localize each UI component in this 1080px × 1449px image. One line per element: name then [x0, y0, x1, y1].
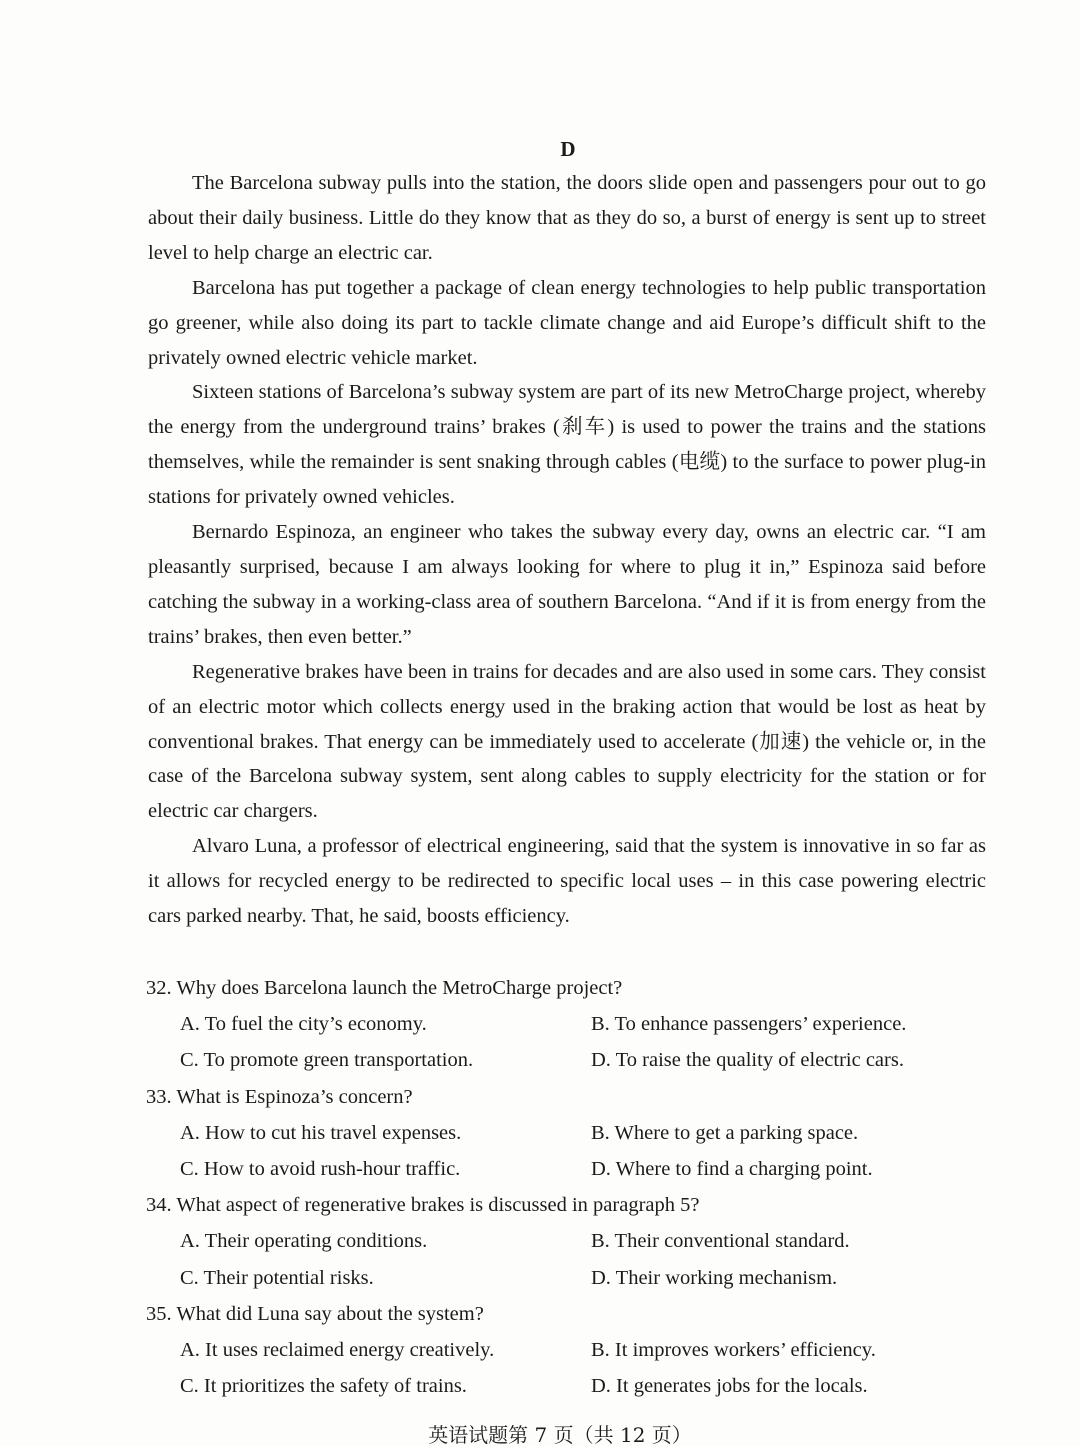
option-b: B. Their conventional standard.	[591, 1230, 850, 1253]
option-row	[146, 1332, 1006, 1368]
question-33	[146, 1079, 1006, 1188]
passage-paragraph-6: Alvaro Luna, a professor of electrical engineering, said that the system is innovative in so far as it allows for recycled energy to be redirected to specific local uses – in this case powering electric cars parked nearby. That, he said, boosts efficiency.	[148, 835, 986, 928]
option-a: A. To fuel the city’s economy.	[180, 1013, 427, 1036]
section-title: D	[560, 137, 576, 161]
option-d: D. It generates jobs for the locals.	[591, 1375, 868, 1398]
question-stem: 34. What aspect of regenerative brakes is discussed in paragraph 5?	[146, 1194, 700, 1217]
question-stem: 35. What did Luna say about the system?	[146, 1302, 484, 1325]
option-row	[146, 1151, 1006, 1187]
option-row	[146, 1368, 1006, 1404]
question-stem: 33. What is Espinoza’s concern?	[146, 1085, 413, 1108]
option-b: B. To enhance passengers’ experience.	[591, 1013, 907, 1036]
option-d: D. Where to find a charging point.	[591, 1157, 873, 1180]
option-c: C. To promote green transportation.	[180, 1049, 474, 1072]
option-c: C. It prioritizes the safety of trains.	[180, 1375, 467, 1398]
question-35	[146, 1296, 1006, 1405]
option-d: D. Their working mechanism.	[591, 1266, 838, 1289]
option-c: C. Their potential risks.	[180, 1266, 374, 1289]
question-stem: 32. Why does Barcelona launch the MetroCharge project?	[146, 977, 623, 999]
passage-paragraph-4: Bernardo Espinoza, an engineer who takes the subway every day, owns an electric car. “I am pleasantly surprised, because I am always looking for where to plug it in,” Espinoza said before catching the subway in a working-class area of southern Barcelona. “And if it is from energy from the trains’ brakes, then even better.”	[148, 521, 986, 648]
option-row	[146, 1223, 1006, 1259]
question-32	[146, 970, 1006, 1079]
passage-paragraph-3: Sixteen stations of Barcelona’s subway system are part of its new MetroCharge project, whereby the energy from the underground trains’ brakes (刹车) is used to power the trains and the stations themselves, while the remainder is sent snaking through cables (电缆) to the surface to power plug-in stations for privately owned vehicles.	[148, 381, 986, 509]
option-c: C. How to avoid rush-hour traffic.	[180, 1157, 461, 1180]
option-b: B. It improves workers’ efficiency.	[591, 1338, 876, 1361]
question-list	[146, 970, 1006, 1404]
option-a: A. It uses reclaimed energy creatively.	[180, 1338, 495, 1361]
reading-passage	[148, 166, 986, 934]
option-row	[146, 1115, 1006, 1151]
passage-paragraph-2: Barcelona has put together a package of clean energy technologies to help public transportation go greener, while also doing its part to tackle climate change and aid Europe’s difficult shift to the privately owned electric vehicle market.	[148, 276, 986, 369]
option-a: A. How to cut his travel expenses.	[180, 1121, 462, 1144]
question-34	[146, 1187, 1006, 1296]
option-d: D. To raise the quality of electric cars.	[591, 1049, 904, 1072]
page-footer: 英语试题第 7 页（共 12 页）	[428, 1423, 692, 1447]
option-row	[146, 1260, 1006, 1296]
option-a: A. Their operating conditions.	[180, 1230, 428, 1253]
option-row	[146, 1042, 1006, 1078]
option-row	[146, 1006, 1006, 1042]
passage-paragraph-1: The Barcelona subway pulls into the station, the doors slide open and passengers pour out to go about their daily business. Little do they know that as they do so, a burst of energy is sent up to street level to help charge an electric car.	[148, 172, 986, 264]
option-b: B. Where to get a parking space.	[591, 1121, 859, 1144]
passage-paragraph-5: Regenerative brakes have been in trains for decades and are also used in some cars. They consist of an electric motor which collects energy used in the braking action that would be lost as heat by conventional brakes. That energy can be immediately used to accelerate (加速) the vehicle or, in the case of the Barcelona subway system, sent along cables to supply electricity for the station or for electric car chargers.	[148, 660, 986, 823]
